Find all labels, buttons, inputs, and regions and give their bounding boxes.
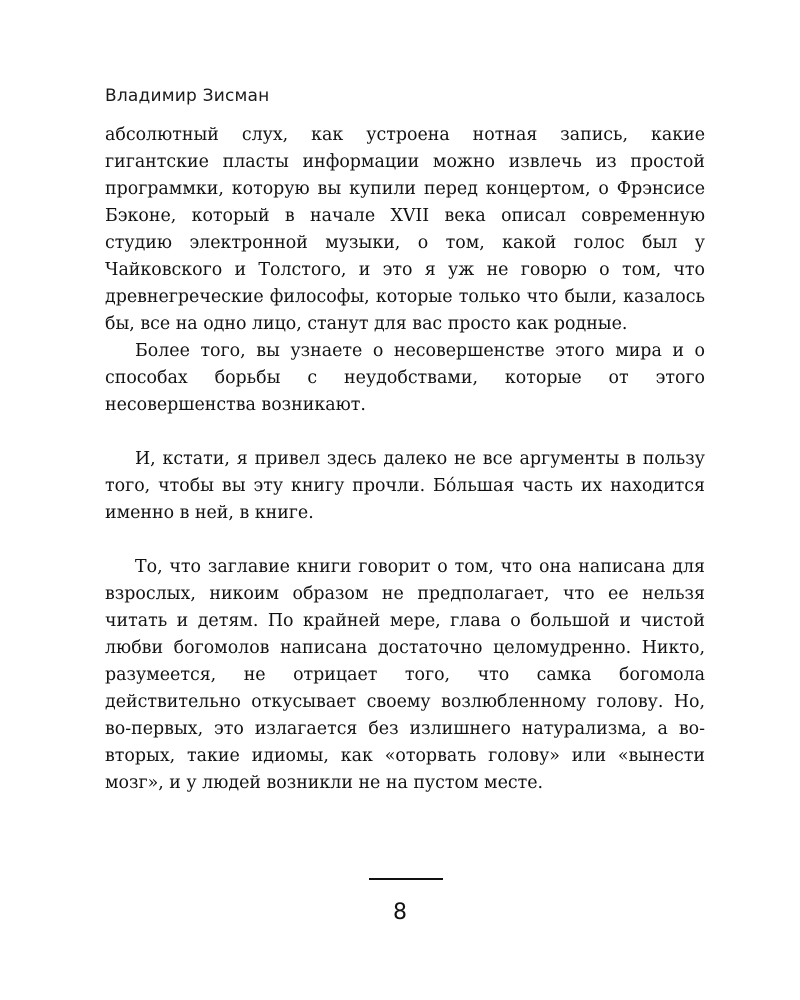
running-head-author: Владимир Зисман bbox=[105, 86, 270, 106]
paragraph-title-note: То, что заглавие книги говорит о том, что она написана для взрослых, никоим образом не предполагает, что ее нельзя читать и детям. По крайней мере, глава о большой и чистой любви богомолов написана достаточно целомудренно. Никто, разумеется, не отрицает того, что самка богомола действительно откусывает своему возлюбленному голову. Но, во-первых, это излагается без излишнего натурализма, а во-вторых, такие идиомы, как «оторвать голову» или «вынести мозг», и у людей возникли не на пустом месте. bbox=[105, 557, 705, 793]
body-text bbox=[105, 122, 705, 797]
paragraph-continuation: абсолютный слух, как устроена нотная запись, какие гигантские пласты информации можно извлечь из простой программки, которую вы купили перед концертом, о Фрэнсисе Бэконе, который в начале XVII века описал современную студию электронной музыки, о том, какой голос был у Чайковского и Толстого, и это я уж не говорю о том, что древнегреческие философы, которые только что были, казалось бы, все на одно лицо, станут для вас просто как родные. bbox=[105, 125, 705, 334]
paragraph-arguments: И, кстати, я привел здесь далеко не все аргументы в пользу того, чтобы вы эту книгу прочли. Бóльшая часть их находится именно в ней, в книге. bbox=[105, 449, 705, 523]
footer-rule bbox=[369, 878, 443, 880]
page-number: 8 bbox=[393, 900, 407, 925]
paragraph-imperfection: Более того, вы узнаете о несовершенстве этого мира и о способах борьбы с неудобствами, которые от этого несовершенства возникают. bbox=[105, 341, 705, 415]
